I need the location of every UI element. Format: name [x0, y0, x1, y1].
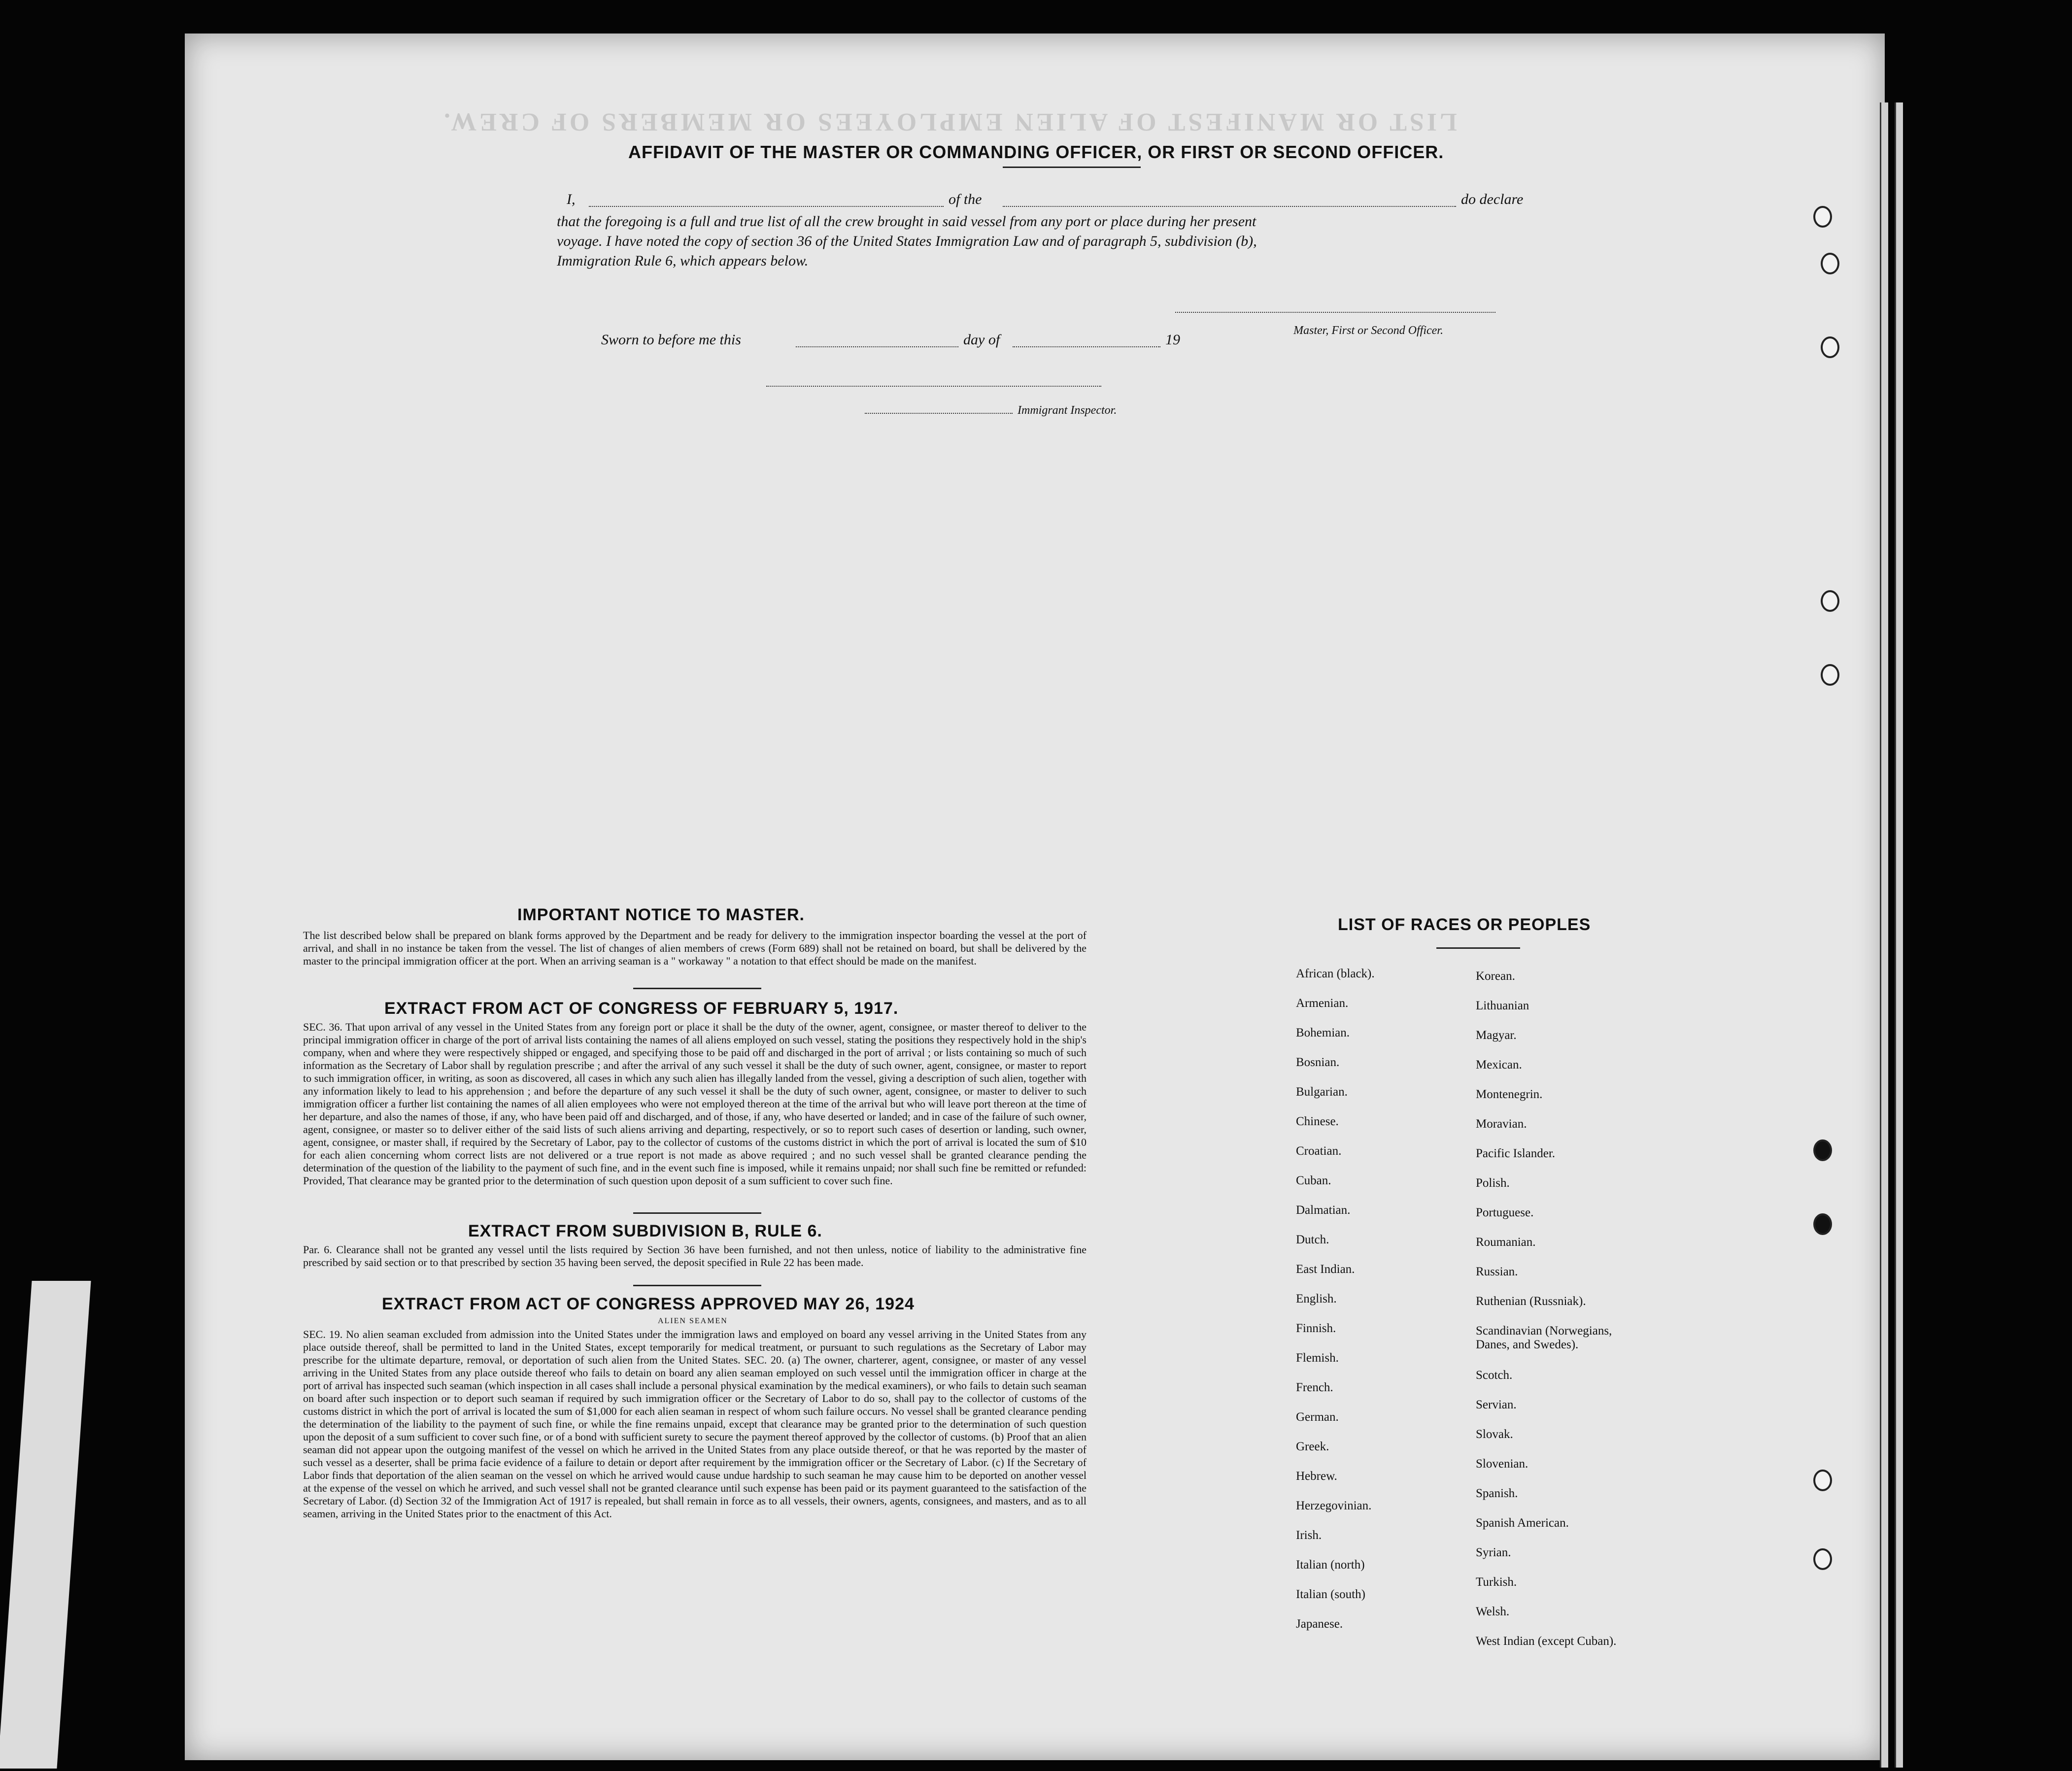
race-item: Scotch.: [1476, 1369, 1513, 1382]
affidavit-of-the: of the: [949, 191, 982, 207]
race-item: Magyar.: [1476, 1029, 1517, 1042]
year-label: 19: [1165, 332, 1180, 348]
race-item: Servian.: [1476, 1398, 1517, 1411]
race-item: Dutch.: [1296, 1233, 1329, 1246]
race-item: Flemish.: [1296, 1351, 1339, 1365]
race-item: Mexican.: [1476, 1058, 1522, 1071]
races-title: LIST OF RACES OR PEOPLES: [1338, 915, 1591, 934]
master-signature-line: [1175, 312, 1495, 313]
left-paper-scrap: [0, 1281, 91, 1769]
inspector-label: Immigrant Inspector.: [1018, 404, 1117, 417]
race-item: Turkish.: [1476, 1575, 1517, 1589]
race-item: Bulgarian.: [1296, 1085, 1348, 1099]
name-blank: [589, 206, 944, 207]
race-item: Welsh.: [1476, 1605, 1510, 1618]
extract-1924-title: EXTRACT FROM ACT OF CONGRESS APPROVED MAY 26, 1924: [382, 1295, 915, 1313]
divider: [633, 988, 761, 989]
binder-hole: [1813, 206, 1832, 228]
race-item: Syrian.: [1476, 1546, 1511, 1559]
race-item: Chinese.: [1296, 1115, 1339, 1128]
race-item: Spanish.: [1476, 1487, 1518, 1500]
bleed-through-header: LIST OR MANIFEST OF ALIEN EMPLOYEES OR MEMBERS OF CREW.: [441, 108, 1457, 136]
binder-hole: [1821, 336, 1839, 358]
day-of-label: day of: [963, 332, 1000, 348]
notice-body: The list described below shall be prepared on blank forms approved by the Department and be ready for delivery to the immigration inspector boarding the vessel at the port of arrival, and shall in no instance be taken from the vessel. The list of changes of alien members of crews (Form 689) shall not be retained on board, but shall be delivered by the master to the principal immigration officer at the port. When an arriving seaman is a " workaway " a notation to that effect should be made on the manifest.: [303, 929, 1087, 967]
binder-hole: [1813, 1213, 1832, 1235]
month-blank: [1013, 346, 1160, 347]
extract-1924-subtitle: ALIEN SEAMEN: [658, 1317, 728, 1325]
race-item: Greek.: [1296, 1440, 1329, 1453]
page-edge: [1880, 102, 1888, 1768]
divider: [1003, 167, 1141, 168]
binder-hole: [1813, 1139, 1832, 1161]
race-item: French.: [1296, 1381, 1333, 1394]
binder-hole: [1813, 1470, 1832, 1491]
race-item: Japanese.: [1296, 1617, 1343, 1631]
race-item: English.: [1296, 1292, 1337, 1305]
master-label: Master, First or Second Officer.: [1293, 324, 1443, 337]
extract-1917-title: EXTRACT FROM ACT OF CONGRESS OF FEBRUARY 5, 1917.: [384, 999, 899, 1018]
race-item: Roumanian.: [1476, 1236, 1536, 1249]
race-item: Dalmatian.: [1296, 1203, 1351, 1217]
race-item: Italian (north): [1296, 1558, 1365, 1571]
race-item: Lithuanian: [1476, 999, 1529, 1012]
rule-6-body: Par. 6. Clearance shall not be granted any vessel until the lists required by Section 36 have been furnished, and not then unless, notice of liability to the administrative fine prescribed by said section or to that prescribed by section 35 having been served, the deposit specified in Rule 22 has been made.: [303, 1243, 1087, 1269]
rule-6-title: EXTRACT FROM SUBDIVISION B, RULE 6.: [468, 1222, 822, 1240]
race-item: Moravian.: [1476, 1117, 1527, 1131]
document-sheet: [185, 33, 1885, 1760]
race-item: Hebrew.: [1296, 1470, 1337, 1483]
race-item: Russian.: [1476, 1265, 1518, 1278]
race-item: German.: [1296, 1410, 1339, 1424]
affidavit-i: I,: [567, 191, 576, 207]
affidavit-title: AFFIDAVIT OF THE MASTER OR COMMANDING OFFICER, OR FIRST OR SECOND OFFICER.: [628, 142, 1444, 162]
affidavit-line-3: Immigration Rule 6, which appears below.: [557, 253, 809, 269]
race-item: Italian (south): [1296, 1588, 1365, 1601]
race-item: West Indian (except Cuban).: [1476, 1635, 1617, 1648]
race-item: Ruthenian (Russniak).: [1476, 1295, 1586, 1308]
sworn-day-blank: [796, 346, 958, 347]
binder-hole: [1813, 1548, 1832, 1570]
race-item: Bosnian.: [1296, 1056, 1340, 1069]
divider: [633, 1285, 761, 1286]
race-item: Armenian.: [1296, 997, 1349, 1010]
race-item: Polish.: [1476, 1176, 1510, 1190]
divider: [633, 1212, 761, 1214]
divider: [1436, 947, 1520, 949]
race-item: Finnish.: [1296, 1322, 1336, 1335]
race-item: Scandinavian (Norwegians, Danes, and Swedes).: [1476, 1324, 1612, 1351]
inspector-line: [865, 413, 1013, 414]
race-item: Portuguese.: [1476, 1206, 1534, 1219]
race-item: Montenegrin.: [1476, 1088, 1543, 1101]
race-item: Herzegovinian.: [1296, 1499, 1372, 1512]
page-edge: [1895, 102, 1903, 1768]
affidavit-line-1: that the foregoing is a full and true list of all the crew brought in said vessel from any port or place during her present: [557, 213, 1257, 230]
extract-1917-body: SEC. 36. That upon arrival of any vessel in the United States from any foreign port or place it shall be the duty of the owner, agent, consignee, or master thereof to deliver to the principal immigration officer in charge of the port of arrival lists containing the names of all aliens employed on such vessel, stating the positions they respectively hold in the ship's company, when and where they were respectively shipped or engaged, and specifying those to be paid off and discharged in the port of arrival ; or lists containing so much of such information as the Secretary of Labor shall by regulation prescribe ; and after the arrival of any such vessel it shall be the duty of such owner, agent, consignee, or master to report to such immigration officer, in writing, as soon as discovered, all cases in which any such alien has illegally landed from the vessel, giving a description of such alien, together with any information likely to lead to his apprehension ; and before the departure of any such vessel it shall be the duty of such owner, agent, consignee, or master to deliver to such immigration officer a further list containing the names of all alien employees who were not employed thereon at the time of the arrival but who will leave port thereon at the time of her departure, and also the names of those, if any, who have been paid off and discharged, and of those, if any, who have deserted or landed; and in case of the failure of such owner, agent, consignee, or master so to deliver either of the said lists of such aliens arriving and departing, respectively, or so to report such cases of desertion or landing, such owner, agent, consignee, or master shall, if required by the Secretary of Labor, pay to the collector of customs of the customs district in which the port of arrival is located the sum of $10 for each alien concerning whom correct lists are not delivered or a true report is not made as above required ; and no such vessel shall be granted clearance pending the determination of the question of the liability to the payment of such fine, and in the event such fine is imposed, while it remains unpaid; nor shall such fine be remitted or refunded: Provided, That clearance may be granted prior to the determination of such question upon deposit of a sum sufficient to cover such fine.: [303, 1021, 1087, 1187]
binder-hole: [1821, 664, 1839, 686]
binder-hole: [1821, 590, 1839, 612]
affidavit-line-2: voyage. I have noted the copy of section 36 of the United States Immigration Law and of paragraph 5, subdivision (b),: [557, 233, 1257, 249]
race-item: Croatian.: [1296, 1144, 1342, 1158]
race-item: Slovenian.: [1476, 1457, 1529, 1470]
affidavit-do-declare: do declare: [1461, 191, 1524, 207]
race-item: Spanish American.: [1476, 1516, 1569, 1530]
inspector-signature-line: [766, 386, 1101, 387]
race-item: African (black).: [1296, 967, 1375, 980]
race-item: Bohemian.: [1296, 1026, 1350, 1039]
race-item: Pacific Islander.: [1476, 1147, 1556, 1160]
binder-hole: [1821, 253, 1839, 274]
race-item: East Indian.: [1296, 1263, 1355, 1276]
vessel-blank: [1003, 206, 1456, 207]
notice-title: IMPORTANT NOTICE TO MASTER.: [517, 905, 805, 924]
race-item: Slovak.: [1476, 1428, 1513, 1441]
sworn-label: Sworn to before me this: [601, 332, 741, 348]
race-item: Cuban.: [1296, 1174, 1331, 1187]
race-item: Irish.: [1296, 1529, 1322, 1542]
race-item: Korean.: [1476, 969, 1515, 983]
extract-1924-body: SEC. 19. No alien seaman excluded from admission into the United States under the immigration laws and employed on board any vessel arriving in the United States from any place outside thereof, shall be permitted to land in the United States, except temporarily for medical treatment, or pursuant to such regulations as the Secretary of Labor may prescribe for the ultimate departure, removal, or deportation of such alien from the United States. SEC. 20. (a) The owner, charterer, agent, consignee, or master of any vessel arriving in the United States from any place outside thereof who fails to detain on board any alien seaman employed on such vessel until the immigration officer in charge at the port of arrival has inspected such seaman (which inspection in all cases shall include a personal physical examination by the medical examiners), or who fails to detain such seaman on board after such inspection or to deport such seaman if required by such immigration officer or the Secretary of Labor to do so, shall pay to the collector of customs of the customs district in which the port of arrival is located the sum of $1,000 for each alien seaman in respect of whom such failure occurs. No vessel shall be granted clearance pending the determination of the liability to the payment of such fine, or while the fine remains unpaid, except that clearance may be granted prior to the determination of such question upon the deposit of a sum sufficient to cover such fine, or of a bond with sufficient surety to secure the payment thereof approved by the collector of customs. (b) Proof that an alien seaman did not appear upon the outgoing manifest of the vessel on which he arrived in the United States from any place outside thereof, or that he was reported by the master of such vessel as a deserter, shall be prima facie evidence of a failure to detain or deport after requirement by the immigration officer or the Secretary of Labor. (c) If the Secretary of Labor finds that deportation of the alien seaman on the vessel on which he arrived would cause undue hardship to such seaman he may cause him to be deported on another vessel at the expense of the vessel on which he arrived, and such vessel shall not be granted clearance until such expense has been paid or its payment guaranteed to the satisfaction of the Secretary of Labor. (d) Section 32 of the Immigration Act of 1917 is repealed, but shall remain in force as to all vessels, their owners, agents, consignees, and masters, and as to all seamen, arriving in the United States prior to the enactment of this Act.: [303, 1328, 1087, 1520]
